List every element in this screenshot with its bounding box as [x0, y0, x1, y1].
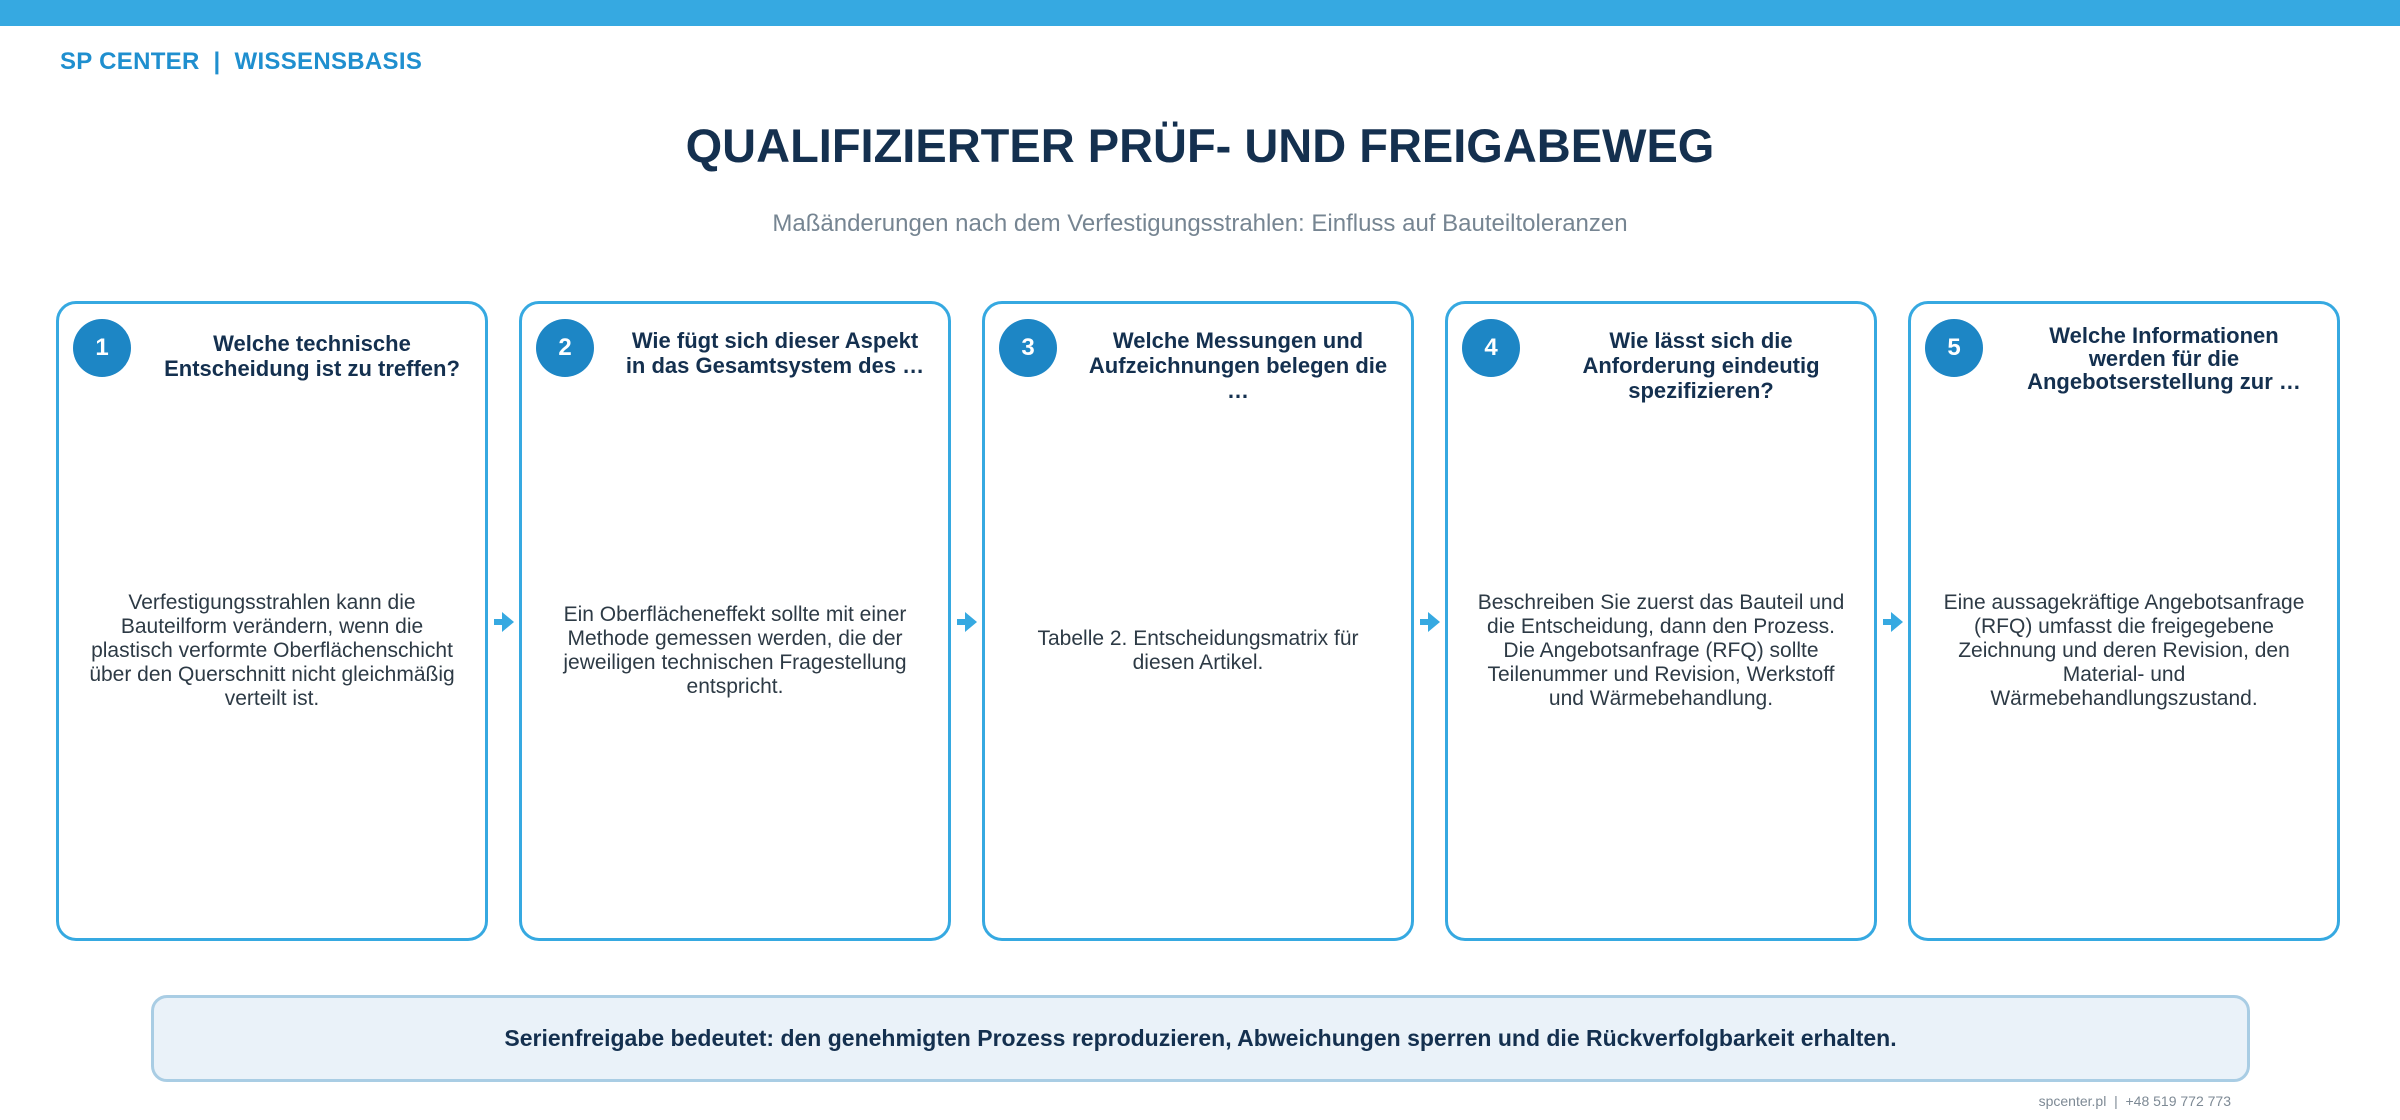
summary-banner: Serienfreigabe bedeutet: den genehmigten Prozess reproduzieren, Abweichungen sperren und die Rückverfolgbarkeit erhalten.: [151, 995, 2250, 1082]
step-card-5: [1908, 301, 2340, 941]
step-number-badge: 2: [536, 319, 594, 377]
step-number-badge: 4: [1462, 319, 1520, 377]
step-text: Tabelle 2. Entscheidungsmatrix für diesen Artikel.: [1037, 627, 1359, 674]
step-title: Wie lässt sich die Anforderung eindeutig spezifizieren?: [1582, 328, 1820, 403]
top-accent-bar: [0, 0, 2400, 26]
arrow-right-icon: [1883, 611, 1903, 633]
step-card-3: [982, 301, 1414, 941]
step-number-badge: 3: [999, 319, 1057, 377]
arrow-right-icon: [957, 611, 977, 633]
step-text: Beschreiben Sie zuerst das Bauteil und die Entscheidung, dann den Prozess. Die Angebotsanfrage (RFQ) sollte Teilenummer und Revision, Werkstoff und Wärmebehandlung.: [1477, 591, 1845, 710]
brand-label: SP CENTER | WISSENSBASIS: [60, 48, 423, 75]
step-text: Verfestigungsstrahlen kann die Bauteilform verändern, wenn die plastisch verformte Oberflächenschicht über den Querschnitt nicht gleichmäßig verteilt ist.: [89, 591, 455, 710]
step-title: Welche Informationen werden für die Angebotserstellung zur …: [2027, 323, 2301, 394]
page-subtitle: Maßänderungen nach dem Verfestigungsstrahlen: Einfluss auf Bauteiltoleranzen: [772, 210, 1628, 237]
step-title: Wie fügt sich dieser Aspekt in das Gesamtsystem des …: [625, 328, 925, 378]
step-title: Welche Messungen und Aufzeichnungen belegen die …: [1088, 328, 1388, 403]
page-title: QUALIFIZIERTER PRÜF- UND FREIGABEWEG: [685, 119, 1715, 172]
step-text: Eine aussagekräftige Angebotsanfrage (RFQ) umfasst die freigegebene Zeichnung und deren Revision, den Material- und Wärmebehandlungszustand.: [1943, 591, 2305, 710]
step-number-badge: 5: [1925, 319, 1983, 377]
step-card-4: [1445, 301, 1877, 941]
arrow-right-icon: [1420, 611, 1440, 633]
step-text: Ein Oberflächeneffekt sollte mit einer Methode gemessen werden, die der jeweiligen technischen Fragestellung entspricht.: [563, 603, 907, 698]
footer-contact: spcenter.pl | +48 519 772 773: [2038, 1093, 2231, 1109]
step-title: Welche technische Entscheidung ist zu treffen?: [164, 331, 460, 381]
step-card-2: [519, 301, 951, 941]
step-card-1: [56, 301, 488, 941]
arrow-right-icon: [494, 611, 514, 633]
step-number-badge: 1: [73, 319, 131, 377]
